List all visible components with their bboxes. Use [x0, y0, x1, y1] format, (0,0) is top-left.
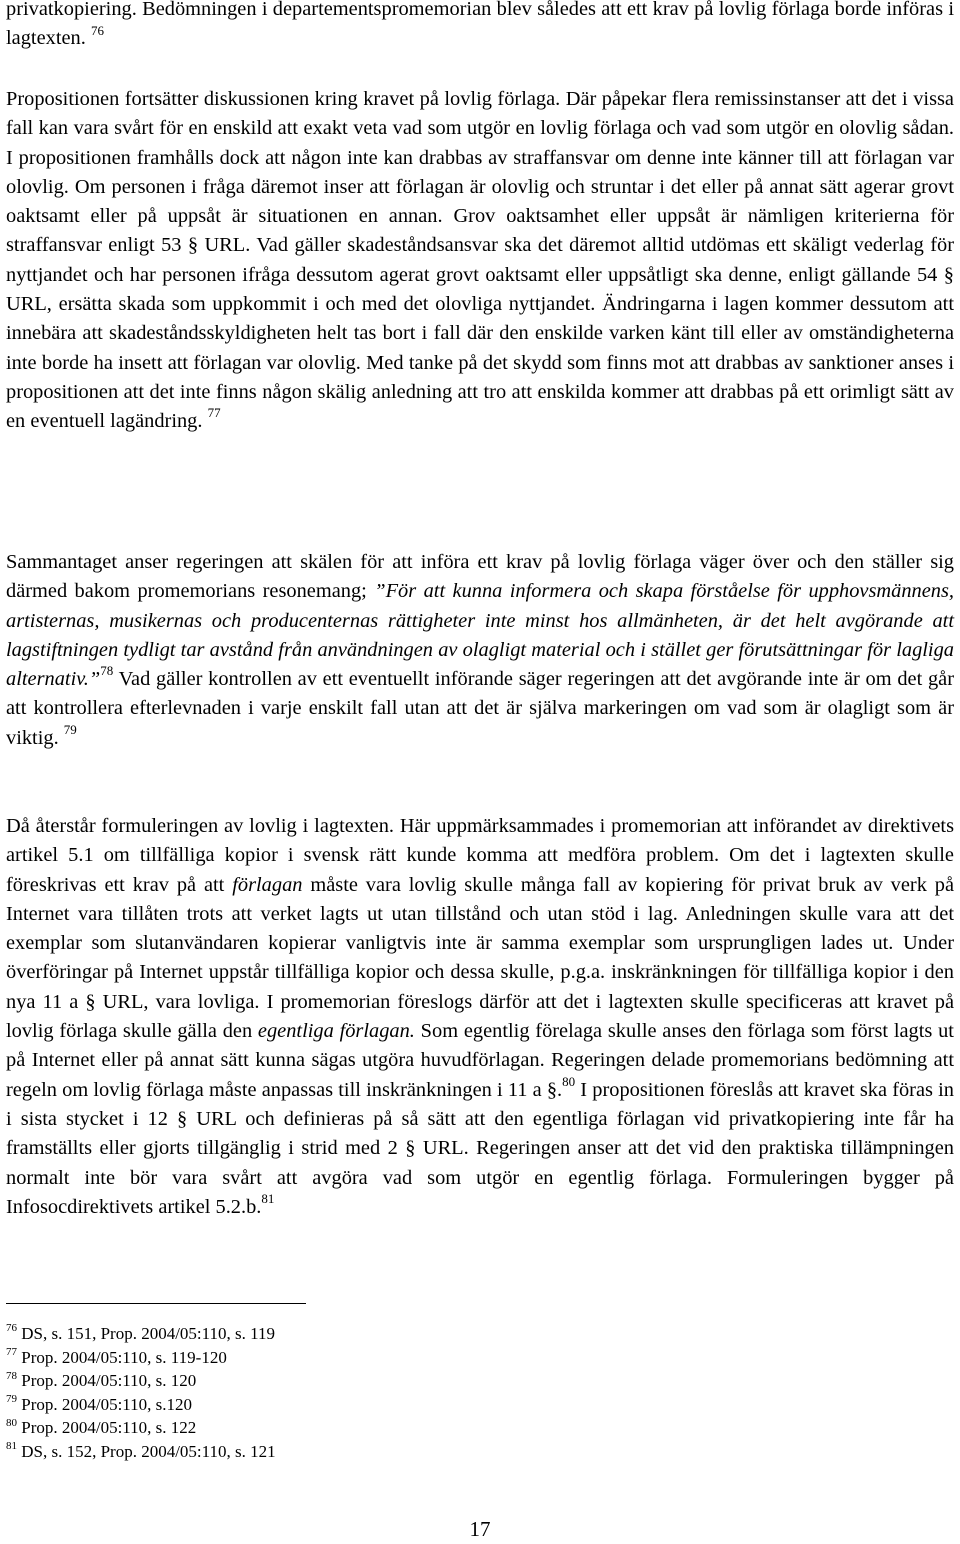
footnote-number: 77: [6, 1345, 17, 1358]
paragraph-text: Propositionen fortsätter diskussionen kring kravet på lovlig förlaga. Där påpekar flera remissinstanser att det i vissa fall kan vara svårt för en enskild att exakt veta vad som utgör en lovlig förlaga och vad som utgör en olovlig sådan. I propositionen framhålls dock att någon inte kan drabbas av straffansvar om denne inte känner till att förlagan var olovlig. Om personen i fråga däremot inser att förlagan är olovlig och struntar i det eller på annat sätt agerar grovt oaktsamt eller på uppsåt är situationen en annan. Grov oaktsamhet eller uppsåt är nämligen kriterierna för straffansvar enligt 53 § URL. Vad gäller skadeståndsansvar ska det däremot alltid utdömas ett skäligt vederlag för nyttjandet och har personen ifråga dessutom agerat grovt oaktsamt eller uppsåtligt ska denne, enligt gällande 54 § URL, ersätta skada som uppkommit i och med det olovliga nyttjandet. Ändringarna i lagen kommer dessutom att innebära att skadeståndsskyldigheten helt tas bort i fall där den enskilde varken känt till eller av omständigheterna inte borde ha insett att förlagan var olovlig. Med tanke på det skydd som finns mot att drabbas av sanktioner anses i propositionen att det inte finns någon skälig anledning att tro att enskilda kommer att drabbas på ett orimligt sätt av en eventuell lagändring.: [6, 88, 954, 433]
footnote-ref: 76: [90, 22, 104, 38]
paragraph-continuation: [6, 0, 954, 54]
footnote-ref: 77: [207, 405, 221, 421]
paragraph-text: Sammantaget anser regeringen att skälen för att införa ett krav på lovlig förlaga väger över och den ställer sig därmed bakom promemorians resonemang;: [6, 551, 954, 603]
footnote-divider: [6, 1303, 306, 1304]
footnote-text: DS, s. 151, Prop. 2004/05:110, s. 119: [21, 1324, 276, 1343]
paragraph-text: Vad gäller kontrollen av ett eventuellt införande säger regeringen att det avgörande inte är om det går att kontrollera efterlevnaden i varje enskilt fall utan att det är själva markeringen om vad som är olagligt som är viktig.: [6, 668, 955, 749]
footnote-number: 79: [6, 1393, 17, 1406]
footnote-number: 76: [6, 1322, 17, 1335]
footnote-text: Prop. 2004/05:110, s. 122: [21, 1418, 197, 1438]
paragraph-text: måste vara lovlig skulle många fall av kopiering för privat bruk av verk på Internet vara tillåten trots att verket lagts ut utan tillstånd och utan stöd i lag. Anledningen skulle vara att det exemplar som slutanvändaren kopierar vanligtvis inte är samma exemplar som ursprungligen lades ut. Under överföringar på Internet uppstår tillfälliga kopior och dessa skulle, p.g.a. inskränkningen för tillfälliga kopior i den nya 11 a § URL, vara lovliga. I promemorian föreslogs därför att det i lagtexten skulle specificeras att kravet på lovlig förlaga skulle gälla den: [6, 873, 955, 1043]
footnote: [6, 1440, 276, 1464]
footnote-text: DS, s. 152, Prop. 2004/05:110, s. 121: [21, 1441, 276, 1461]
footnote: [6, 1393, 276, 1417]
footnote-ref: 81: [261, 1191, 275, 1207]
paragraph-lawful-formulation: [6, 812, 954, 1222]
paragraph-proposition-discussion: [6, 85, 954, 437]
quoted-passage: ”För att kunna informera och skapa förståelse för upphovsmännens, artisternas, musikernas och producenternas rättigheter inte minst hos allmänheten, är det helt avgörande att lagstiftningen tydligt tar avstånd från användningen av olagligt material och i stället ger förutsättningar för lagliga alternativ.”: [6, 580, 955, 691]
paragraph-government-position: [6, 548, 954, 753]
page-number: 17: [469, 1517, 491, 1541]
footnote: [6, 1369, 276, 1393]
footnote-ref: 80: [562, 1073, 576, 1089]
footnote-number: 81: [6, 1440, 17, 1453]
paragraph-text: Då återstår formuleringen av lovlig i lagtexten. Här uppmärksammades i promemorian att införandet av direktivets artikel 5.1 om tillfälliga kopior i svensk rätt kunde komma att medföra problem. Om det i lagtexten skulle föreskrivas ett krav på att: [6, 815, 954, 896]
paragraph-text: Som egentlig förelaga skulle anses den förlaga som först lagts ut på Internet eller på annat sätt kunna sägas utgöra huvudförlagan. Regeringen delade promemorians bedömning att regeln om lovlig förlaga måste anpassas till inskränkningen i 11 a §.: [6, 1020, 954, 1101]
emphasis-text: förlagan: [232, 873, 303, 896]
footnote-number: 80: [6, 1416, 17, 1429]
footnote-ref: 79: [63, 721, 77, 737]
footnote-text: Prop. 2004/05:110, s.120: [21, 1394, 193, 1414]
footnote-ref: 78: [100, 663, 114, 679]
paragraph-text: I propositionen föreslås att kravet ska föras in i sista stycket i 12 § URL och definieras på så sätt att den egentliga förlagan vid privatkopiering inte får ha framställts eller gjorts tillgänglig i strid med 2 § URL. Regeringen anser att det vid den praktiska tillämpningen normalt inte bör vara svårt att avgöra vad som utgör en egentlig förlaga. Formuleringen bygger på Infosocdirektivets artikel 5.2.b.: [6, 1078, 954, 1218]
footnote: [6, 1322, 276, 1346]
emphasis-text: egentliga förlagan.: [257, 1020, 415, 1043]
footnote: [6, 1416, 276, 1440]
footnote-text: Prop. 2004/05:110, s. 119-120: [21, 1347, 227, 1367]
footnote: [6, 1346, 276, 1370]
paragraph-text: privatkopiering. Bedömningen i departementspromemorian blev således att ett krav på lovlig förlaga borde införas i lagtexten.: [6, 0, 954, 50]
footnotes: [6, 1322, 276, 1464]
footnote-text: Prop. 2004/05:110, s. 120: [21, 1371, 197, 1391]
footnote-number: 78: [6, 1369, 17, 1382]
